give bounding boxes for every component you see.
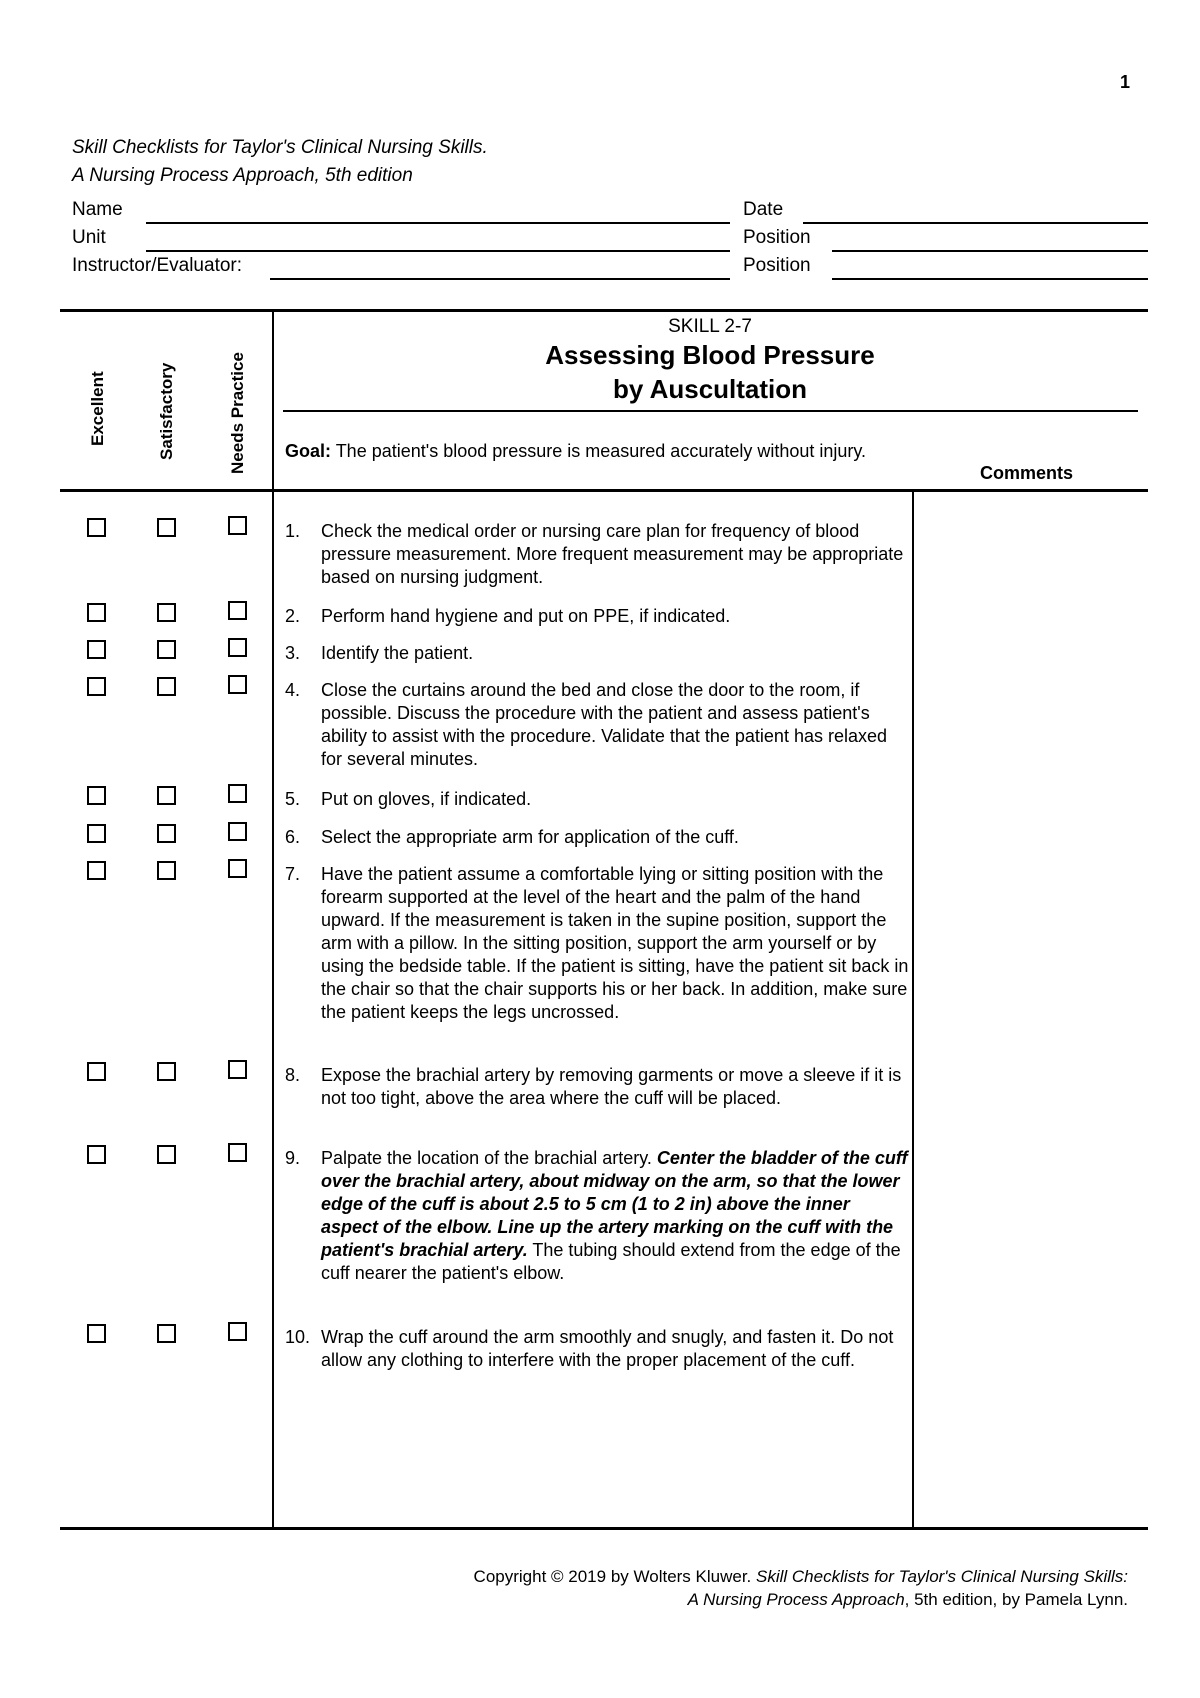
step-number: 3. xyxy=(285,643,301,663)
col-excellent: Excellent xyxy=(88,371,107,446)
goal xyxy=(285,440,910,463)
copyright-edition: , 5th edition, by Pamela Lynn. xyxy=(904,1590,1128,1609)
goal-label: Goal: xyxy=(285,441,332,461)
checkbox-needs-practice-4[interactable] xyxy=(228,675,247,694)
col-needs-practice: Needs Practice xyxy=(228,352,247,474)
skill-number: SKILL 2-7 xyxy=(668,316,752,337)
book-title-line2: A Nursing Process Approach, 5th edition xyxy=(72,165,413,186)
checkbox-satisfactory-2[interactable] xyxy=(157,603,176,622)
copyright-line2 xyxy=(474,1588,1128,1611)
col-satisfactory: Satisfactory xyxy=(157,362,176,460)
step-number: 4. xyxy=(285,680,301,700)
step-3 xyxy=(285,642,910,665)
comments-column-divider xyxy=(912,489,914,1530)
checkbox-needs-practice-6[interactable] xyxy=(228,822,247,841)
step-text: Put on gloves, if indicated. xyxy=(321,789,532,809)
checkbox-satisfactory-7[interactable] xyxy=(157,861,176,880)
date-field[interactable] xyxy=(803,222,1148,224)
instructor-label: Instructor/Evaluator: xyxy=(72,255,243,276)
skill-title-line1: Assessing Blood Pressure xyxy=(545,340,875,370)
checkbox-needs-practice-8[interactable] xyxy=(228,1060,247,1079)
checkbox-satisfactory-1[interactable] xyxy=(157,518,176,537)
step-4 xyxy=(285,679,910,771)
instructor-field[interactable] xyxy=(270,278,730,280)
step-number: 7. xyxy=(285,864,301,884)
checkbox-excellent-5[interactable] xyxy=(87,786,106,805)
step-number: 2. xyxy=(285,606,301,626)
checkbox-excellent-8[interactable] xyxy=(87,1062,106,1081)
step-10 xyxy=(285,1326,910,1372)
table-bottom-rule xyxy=(60,1527,1148,1530)
unit-label: Unit xyxy=(72,227,106,248)
step-text-emphasis: Center the bladder of the cuff over the brachial artery, about midway on the arm, so that the lower edge of the cuff is about 2.5 to 5 cm (1 to 2 in) above the inner aspect of the elbow. Line up the artery marking on the cuff with the patient's brachial artery. xyxy=(321,1148,908,1260)
book-title-line1: Skill Checklists for Taylor's Clinical Nursing Skills. xyxy=(72,137,488,158)
copyright-book: Skill Checklists for Taylor's Clinical Nursing Skills: xyxy=(756,1567,1128,1586)
checkbox-column-divider xyxy=(272,309,274,1530)
checkbox-needs-practice-10[interactable] xyxy=(228,1322,247,1341)
checkbox-needs-practice-3[interactable] xyxy=(228,638,247,657)
date-label: Date xyxy=(743,199,784,220)
checkbox-satisfactory-4[interactable] xyxy=(157,677,176,696)
checkbox-needs-practice-9[interactable] xyxy=(228,1143,247,1162)
position-field-1[interactable] xyxy=(832,250,1148,252)
step-9 xyxy=(285,1147,910,1285)
skill-title-line2: by Auscultation xyxy=(612,374,808,404)
position-label-1: Position xyxy=(743,227,811,248)
checkbox-needs-practice-2[interactable] xyxy=(228,601,247,620)
step-text: Wrap the cuff around the arm smoothly and snugly, and fasten it. Do not allow any clothing to interfere with the proper placement of the cuff. xyxy=(321,1327,894,1370)
name-field[interactable] xyxy=(146,222,730,224)
step-number: 1. xyxy=(285,521,301,541)
checkbox-needs-practice-5[interactable] xyxy=(228,784,247,803)
position-field-2[interactable] xyxy=(832,278,1148,280)
copyright-book-sub: A Nursing Process Approach xyxy=(687,1590,905,1609)
step-text: Perform hand hygiene and put on PPE, if indicated. xyxy=(321,606,731,626)
step-text: Check the medical order or nursing care plan for frequency of blood pressure measurement. More frequent measurement may be appropriate based on nursing judgment. xyxy=(321,521,904,587)
checkbox-excellent-6[interactable] xyxy=(87,824,106,843)
copyright xyxy=(474,1565,1128,1611)
step-text: Expose the brachial artery by removing garments or move a sleeve if it is not too tight, above the area where the cuff will be placed. xyxy=(321,1065,902,1108)
book-title xyxy=(72,134,488,190)
step-number: 8. xyxy=(285,1065,301,1085)
copyright-prefix: Copyright © 2019 by Wolters Kluwer. xyxy=(473,1567,756,1586)
step-number: 6. xyxy=(285,827,301,847)
checkbox-needs-practice-1[interactable] xyxy=(228,516,247,535)
checkbox-satisfactory-5[interactable] xyxy=(157,786,176,805)
table-top-rule xyxy=(60,309,1148,312)
checkbox-needs-practice-7[interactable] xyxy=(228,859,247,878)
step-text: Identify the patient. xyxy=(321,643,474,663)
checkbox-satisfactory-10[interactable] xyxy=(157,1324,176,1343)
step-text-plain-end: The tubing should extend from the edge of the cuff nearer the patient's elbow. xyxy=(321,1240,901,1283)
step-6 xyxy=(285,826,910,849)
checkbox-excellent-1[interactable] xyxy=(87,518,106,537)
step-number: 5. xyxy=(285,789,301,809)
checkbox-excellent-2[interactable] xyxy=(87,603,106,622)
step-1 xyxy=(285,520,910,589)
step-7 xyxy=(285,863,910,1024)
checkbox-satisfactory-6[interactable] xyxy=(157,824,176,843)
step-5 xyxy=(285,788,910,811)
skill-title xyxy=(460,338,960,406)
title-underline xyxy=(283,410,1138,412)
header-bottom-rule xyxy=(60,489,1148,492)
position-label-2: Position xyxy=(743,255,811,276)
step-number: 9. xyxy=(285,1148,301,1168)
step-text-plain: Palpate the location of the brachial artery. xyxy=(321,1148,657,1168)
checkbox-satisfactory-9[interactable] xyxy=(157,1145,176,1164)
checkbox-excellent-3[interactable] xyxy=(87,640,106,659)
name-label: Name xyxy=(72,199,123,220)
checkbox-satisfactory-8[interactable] xyxy=(157,1062,176,1081)
copyright-line1 xyxy=(474,1565,1128,1588)
unit-field[interactable] xyxy=(146,250,730,252)
checkbox-excellent-9[interactable] xyxy=(87,1145,106,1164)
goal-text: The patient's blood pressure is measured accurately without injury. xyxy=(331,441,867,461)
step-text: Have the patient assume a comfortable lying or sitting position with the forearm supported at the level of the heart and the palm of the hand upward. If the measurement is taken in the supine position, support the arm with a pillow. In the sitting position, support the arm yourself or by using the bedside table. If the patient is sitting, have the patient sit back in the chair so that the chair supports his or her back. In addition, make sure the patient keeps the legs uncrossed. xyxy=(321,864,909,1022)
comments-header: Comments xyxy=(980,463,1074,483)
step-number: 10. xyxy=(285,1327,311,1347)
checkbox-satisfactory-3[interactable] xyxy=(157,640,176,659)
checkbox-excellent-10[interactable] xyxy=(87,1324,106,1343)
checkbox-excellent-4[interactable] xyxy=(87,677,106,696)
step-2 xyxy=(285,605,910,628)
step-text: Select the appropriate arm for application of the cuff. xyxy=(321,827,739,847)
checkbox-excellent-7[interactable] xyxy=(87,861,106,880)
step-text xyxy=(321,1147,910,1285)
step-8 xyxy=(285,1064,910,1110)
step-text: Close the curtains around the bed and close the door to the room, if possible. Discuss the procedure with the patient and assess patient's ability to assist with the procedure. Validate that the patient has relaxed for several minutes. xyxy=(321,680,887,769)
page-number: 1 xyxy=(1120,72,1131,92)
